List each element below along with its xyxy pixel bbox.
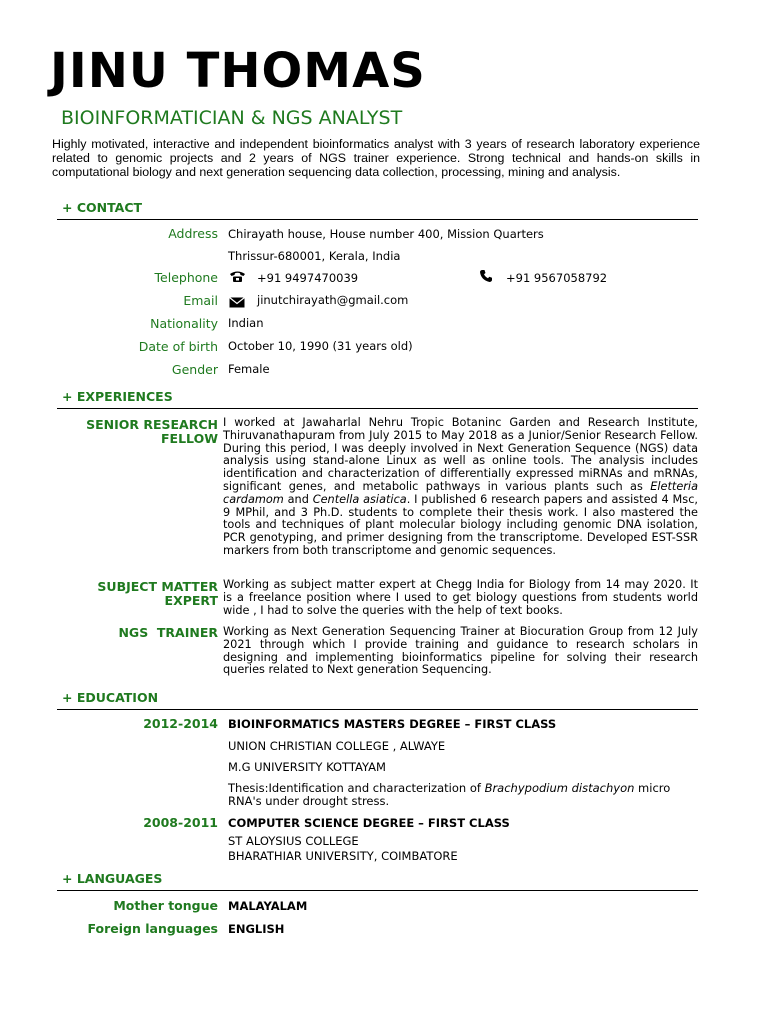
species-name: Centella asiatica (312, 492, 407, 506)
experience-text: I worked at Jawaharlal Nehru Tropic Botaninc Garden and Research Institute, Thiruvanathapuram from July 2015 to May 2018 as a Junior/Senior Research Fellow. During this period, I was deeply involved in Next Generation Sequence (NGS) data analysis using stand-alone Linux as well as online tools. The analysis includes identification and characterization of differentially expressed miRNAs and mRNAs, significant genes, and metabolic pathways in various plants such as (223, 416, 698, 493)
section-heading-education: + EDUCATION (62, 690, 159, 705)
phone-handset-icon (479, 268, 493, 287)
experience-title: SENIOR RESEARCH FELLOW (86, 417, 218, 446)
mother-tongue-label: Mother tongue (113, 898, 218, 913)
address-line-1: Chirayath house, House number 400, Mission Quarters (228, 227, 544, 241)
education-years: 2008-2011 (143, 815, 218, 830)
degree-title: BIOINFORMATICS MASTERS DEGREE – FIRST CLASS (228, 717, 557, 731)
education-years: 2012-2014 (143, 716, 218, 731)
university-name: M.G UNIVERSITY KOTTAYAM (228, 760, 386, 774)
profile-summary: Highly motivated, interactive and independent bioinformatics analyst with 3 years of research laboratory experience related to genomic projects and 2 years of NGS trainer experience. Strong technical and hands-on skills in computational biology and next generation sequencing data collection, processing, mining and analysis. (52, 137, 700, 179)
section-heading-experiences: + EXPERIENCES (62, 389, 173, 404)
telephone-secondary[interactable]: +91 9567058792 (506, 271, 608, 285)
section-divider (57, 219, 698, 220)
section-heading-languages: + LANGUAGES (62, 871, 163, 886)
experience-title: NGS TRAINER (118, 625, 218, 640)
telephone-primary[interactable]: +91 9497470039 (257, 271, 359, 285)
dob-value: October 10, 1990 (31 years old) (228, 339, 413, 353)
thesis-description (228, 782, 698, 808)
telephone-icon (229, 268, 246, 287)
envelope-icon (229, 293, 245, 312)
experience-title: SUBJECT MATTER EXPERT (97, 579, 218, 608)
section-divider (57, 408, 698, 409)
email-label: Email (183, 293, 218, 308)
experience-text: . I published 6 research papers and assisted 4 Msc, 9 MPhil, and 3 Ph.D. students to complete their thesis work. I also mastered the tools and techniques of plant molecular biology including genomic DNA isolation, PCR genotyping, and primer designing from the transcriptome. Developed EST-SSR markers from both transcriptome and genomic sequences. (223, 492, 698, 557)
dob-label: Date of birth (138, 339, 218, 354)
nationality-value: Indian (228, 316, 264, 330)
candidate-name: JINU THOMAS (50, 43, 426, 99)
nationality-label: Nationality (150, 316, 218, 331)
experience-description (223, 417, 698, 558)
job-title: BIOINFORMATICIAN & NGS ANALYST (61, 107, 403, 129)
section-heading-contact: + CONTACT (62, 200, 143, 215)
address-line-2: Thrissur-680001, Kerala, India (228, 249, 401, 263)
email-address[interactable]: jinutchirayath@gmail.com (257, 293, 409, 307)
section-divider (57, 890, 698, 891)
mother-tongue-value: MALAYALAM (228, 899, 308, 913)
college-name: ST ALOYSIUS COLLEGE (228, 834, 359, 848)
thesis-text: Thesis:Identification and characterization of (228, 781, 485, 795)
foreign-languages-value: ENGLISH (228, 922, 285, 936)
gender-value: Female (228, 362, 270, 376)
experience-description: Working as Next Generation Sequencing Trainer at Biocuration Group from 12 July 2021 through which I provide training and guidance to research scholars in designing and implementing bioinformatics pipeline for solving their research queries related to Next generation Sequencing. (223, 625, 698, 677)
conjunction: and (283, 492, 313, 506)
university-name: BHARATHIAR UNIVERSITY, COIMBATORE (228, 849, 458, 863)
college-name: UNION CHRISTIAN COLLEGE , ALWAYE (228, 739, 446, 753)
telephone-label: Telephone (154, 270, 218, 285)
species-name: Eletteria cardamom (223, 479, 698, 506)
gender-label: Gender (171, 362, 218, 377)
thesis-text: micro RNA's under drought stress. (228, 781, 671, 808)
foreign-languages-label: Foreign languages (87, 921, 218, 936)
section-divider (57, 709, 698, 710)
experience-description: Working as subject matter expert at Chegg India for Biology from 14 may 2020. It is a freelance position where I used to get biology questions from students world wide , I had to solve the queries with the help of text books. (223, 578, 698, 617)
address-label: Address (168, 226, 218, 241)
species-name: Brachypodium distachyon (484, 781, 635, 795)
degree-title: COMPUTER SCIENCE DEGREE – FIRST CLASS (228, 816, 510, 830)
